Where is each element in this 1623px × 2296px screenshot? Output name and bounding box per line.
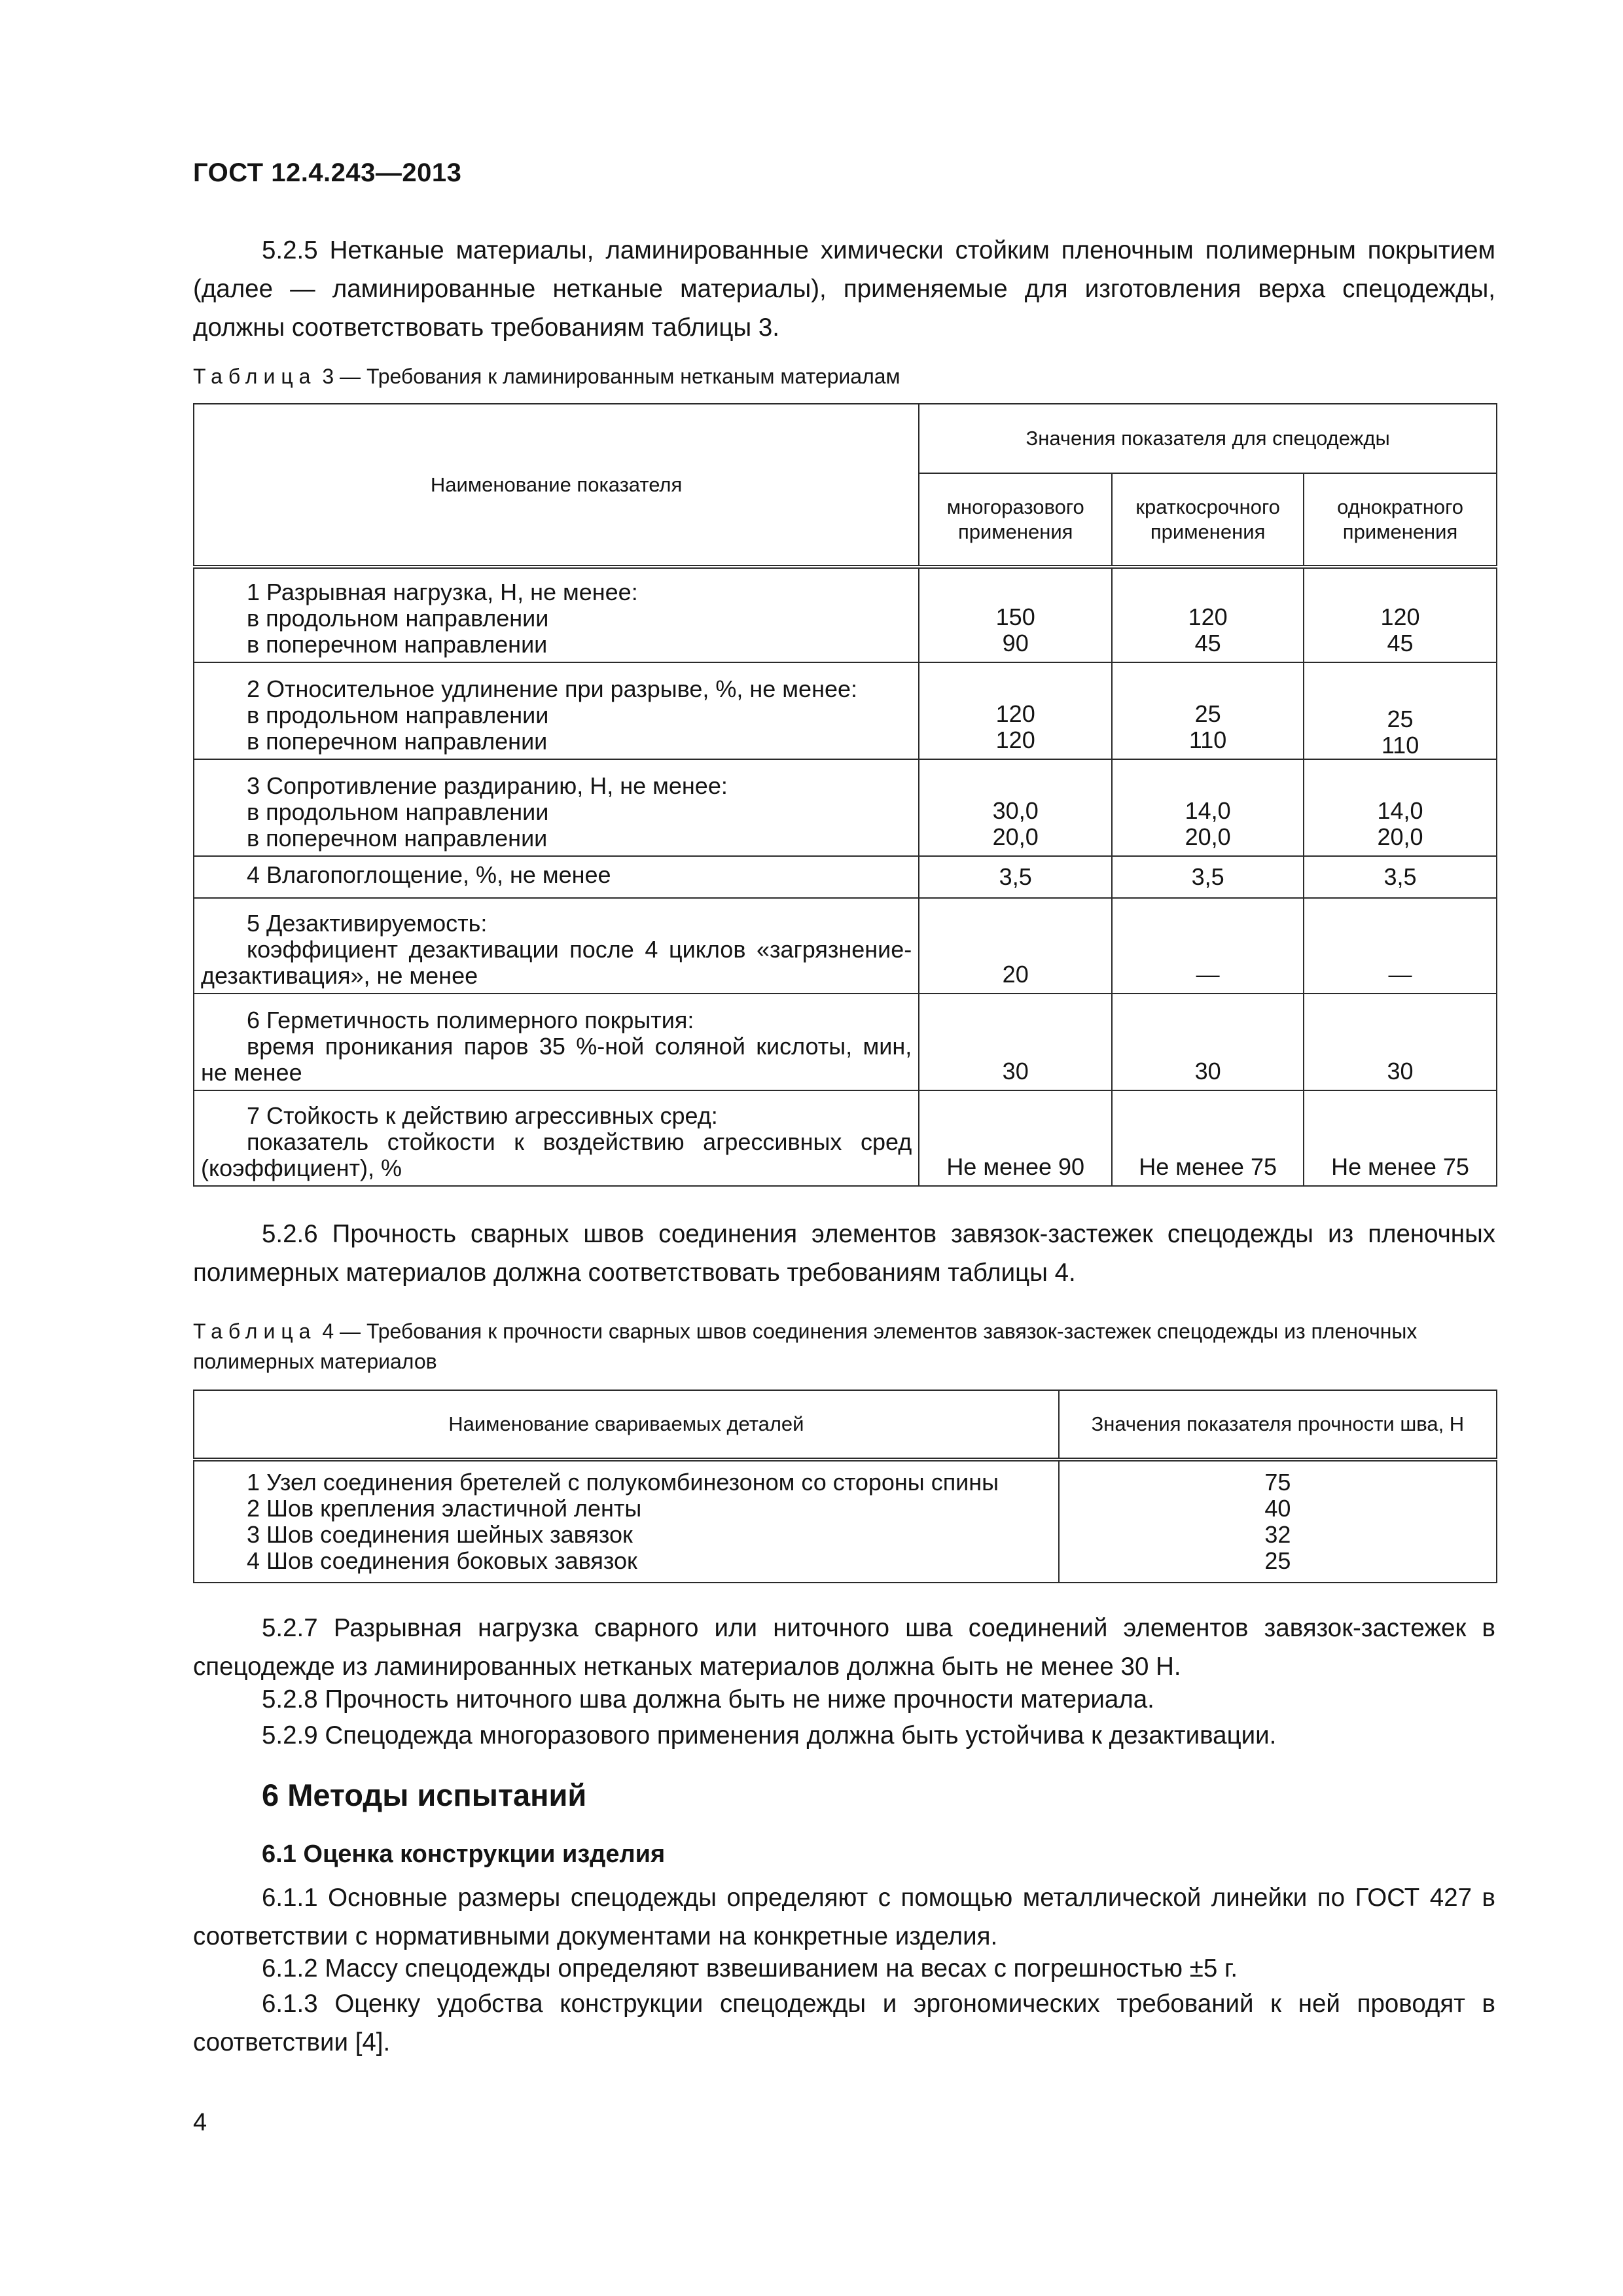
paragraph-6-1-3: 6.1.3 Оценку удобства конструкции спецодежды и эргономических требований к ней проводят в соответствии [4]. [193,1990,1495,2056]
cell-once: 25 110 [1304,662,1497,759]
list-item: 3 Шов соединения шейных завязок [247,1521,633,1548]
paragraph-5-2-6: 5.2.6 Прочность сварных швов соединения элементов завязок-застежек спецодежды из пленочных полимерных материалов должна соответствовать требованиям таблицы 4. [193,1220,1495,1287]
paragraph-5-2-8: 5.2.8 Прочность ниточного шва должна быть не ниже прочности материала. [262,1685,1154,1713]
table-row [194,759,1497,856]
list-item: 1 Узел соединения бретелей с полукомбинезоном со стороны спины [247,1469,999,1496]
cell-multi: Не менее 90 [919,1090,1112,1186]
table-row [194,898,1497,994]
table3-caption-text: 3 — Требования к ламинированным нетканым материалам [322,365,901,388]
table3-col-short: краткосрочного применения [1112,473,1304,567]
cell-short: 120 45 [1112,567,1304,662]
table4-caption-word: Таблица [193,1319,317,1343]
row-label: 6 Герметичность полимерного покрытия: время проникания паров 35 %-ной соляной кислоты, мин, не менее [194,994,919,1090]
cell-short: 14,0 20,0 [1112,759,1304,856]
table-row [194,856,1497,898]
table4-values [1059,1460,1497,1583]
page-number: 4 [193,2109,207,2136]
list-item: 2 Шов крепления эластичной ленты [247,1495,642,1522]
cell-multi: 30 [919,994,1112,1090]
list-item: 40 [1264,1495,1291,1522]
row-label: 5 Дезактивируемость: коэффициент дезактивации после 4 циклов «загрязнение-дезактивация», не менее [194,898,919,994]
table3-col-once: однократного применения [1304,473,1497,567]
cell-short: — [1112,898,1304,994]
table3 [193,403,1497,1187]
paragraph-6-1-2: 6.1.2 Массу спецодежды определяют взвешиванием на весах с погрешностью ±5 г. [262,1954,1238,1982]
row-label: 4 Влагопоглощение, %, не менее [194,856,919,898]
list-item: 32 [1264,1521,1291,1548]
row-label: 1 Разрывная нагрузка, Н, не менее: в продольном направлении в поперечном направлении [194,567,919,662]
cell-multi: 120 120 [919,662,1112,759]
table4 [193,1390,1497,1583]
cell-multi: 3,5 [919,856,1112,898]
section-6-title: 6 Методы испытаний [262,1778,587,1812]
table3-caption-word: Таблица [193,365,317,388]
cell-short: 30 [1112,994,1304,1090]
row-label: 2 Относительное удлинение при разрыве, %, не менее: в продольном направлении в поперечном направлении [194,662,919,759]
table3-col-name: Наименование показателя [194,404,919,567]
cell-once: 3,5 [1304,856,1497,898]
cell-multi: 30,0 20,0 [919,759,1112,856]
table4-caption [193,1316,1495,1376]
table4-col-value: Значения показателя прочности шва, Н [1059,1390,1497,1460]
paragraph-6-1-1: 6.1.1 Основные размеры спецодежды определяют с помощью металлической линейки по ГОСТ 427 в соответствии с нормативными документами на конкретные изделия. [193,1884,1495,1950]
list-item: 4 Шов соединения боковых завязок [247,1547,637,1574]
table-row [194,994,1497,1090]
paragraph-5-2-9: 5.2.9 Спецодежда многоразового применения должна быть устойчива к дезактивации. [262,1721,1277,1749]
cell-short: 25 110 [1112,662,1304,759]
table4-caption-text: 4 — Требования к прочности сварных швов соединения элементов завязок-застежек спецодежды из пленочных полимерных материалов [193,1319,1418,1373]
table4-col-name: Наименование свариваемых деталей [194,1390,1059,1460]
paragraph-5-2-5: 5.2.5 Нетканые материалы, ламинированные химически стойким пленочным полимерным покрытием (далее — ламинированные нетканые материалы), применяемые для изготовления верха спецодежды, должны соответствовать требованиям таблицы 3. [193,236,1495,342]
cell-once: Не менее 75 [1304,1090,1497,1186]
cell-once: 14,0 20,0 [1304,759,1497,856]
section-6-1-title: 6.1 Оценка конструкции изделия [262,1840,666,1868]
cell-once: — [1304,898,1497,994]
list-item: 75 [1264,1469,1291,1496]
table-row [194,567,1497,662]
table3-col-group: Значения показателя для спецодежды [919,404,1497,473]
paragraph-5-2-7: 5.2.7 Разрывная нагрузка сварного или ниточного шва соединений элементов завязок-застежек в спецодежде из ламинированных нетканых материалов должна быть не менее 30 Н. [193,1614,1495,1681]
cell-short: 3,5 [1112,856,1304,898]
row-label: 7 Стойкость к действию агрессивных сред: показатель стойкости к воздействию агрессивных сред (коэффициент), % [194,1090,919,1186]
cell-short: Не менее 75 [1112,1090,1304,1186]
table4-names [194,1460,1059,1583]
cell-multi: 20 [919,898,1112,994]
cell-once: 30 [1304,994,1497,1090]
cell-once: 120 45 [1304,567,1497,662]
table-row [194,1090,1497,1186]
table3-caption [193,361,1495,391]
document-header: ГОСТ 12.4.243—2013 [193,158,462,187]
row-label: 3 Сопротивление раздиранию, Н, не менее: в продольном направлении в поперечном направлении [194,759,919,856]
table3-col-multi: многоразового применения [919,473,1112,567]
table-row [194,662,1497,759]
cell-multi: 150 90 [919,567,1112,662]
list-item: 25 [1264,1547,1291,1574]
